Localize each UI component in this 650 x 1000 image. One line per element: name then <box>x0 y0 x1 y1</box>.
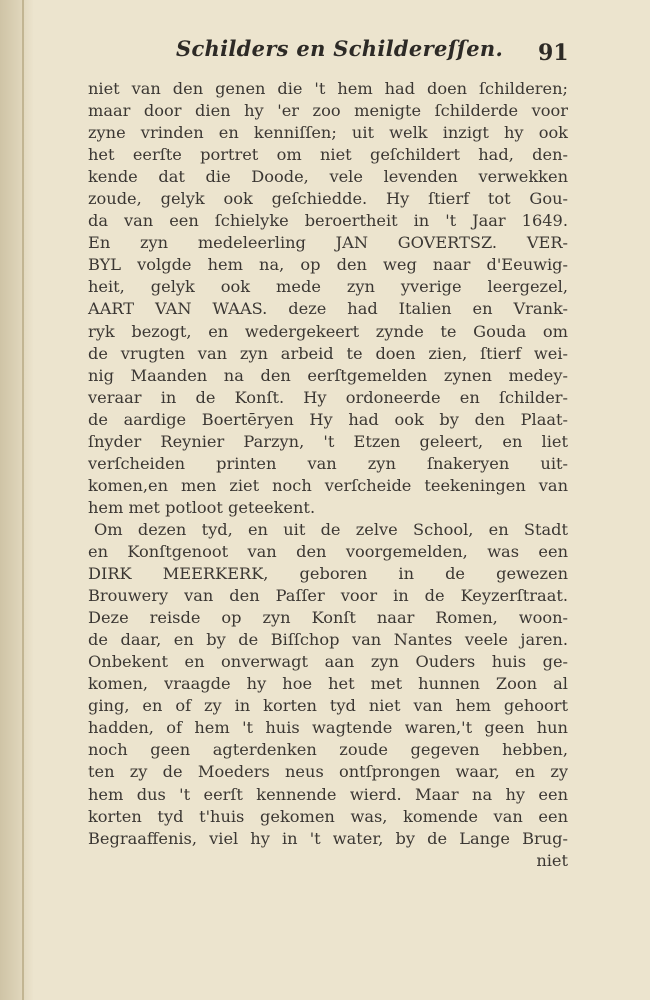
text-line: hem dus 't eerſt kennende wierd. Maar na hy een <box>88 784 568 804</box>
text-line: hem met potloot geteekent. <box>88 497 316 517</box>
text-line: Deze reisde op zyn Konſt naar Romen, woon- <box>88 608 568 628</box>
catchword: niet <box>536 850 568 870</box>
text-line: Onbekent en onverwagt aan zyn Ouders huis ge- <box>88 652 568 672</box>
page-number: 91 <box>538 40 569 66</box>
text-line: DIRK MEERKERK, geboren in de gewezen <box>88 564 568 584</box>
text-line: heit, gelyk ook mede zyn yverige leergezel, <box>88 277 568 297</box>
text-line: de vrugten van zyn arbeid te doen zien, ſtierf wei- <box>88 343 568 363</box>
text-line: ryk bezogt, en wedergekeert zynde te Gouda om <box>88 321 568 341</box>
text-line: zoude, gelyk ook geſchiedde. Hy ſtierf tot Gou- <box>88 189 568 209</box>
text-line: noch geen agterdenken zoude gegeven hebben, <box>88 740 568 760</box>
text-line: het eerſte portret om niet geſchildert had, den- <box>88 145 568 165</box>
text-line: nig Maanden na den eerſtgemelden zynen medey- <box>88 365 568 385</box>
running-title: Schilders en Schildereſſen. <box>176 36 504 61</box>
text-line: ging, en of zy in korten tyd niet van hem gehoort <box>88 696 568 716</box>
text-line: Begraaffenis, viel hy in 't water, by de Lange Brug- <box>88 828 568 848</box>
text-line: ten zy de Moeders neus ontſprongen waar, en zy <box>88 762 568 782</box>
text-line: En zyn medeleerling JAN GOVERTSZ. VER- <box>88 233 568 253</box>
text-line: Om dezen tyd, en uit de zelve School, en Stadt <box>94 519 568 539</box>
text-line: komen,en men ziet noch verſcheide teekeningen van <box>88 475 568 495</box>
text-line: AART VAN WAAS. deze had Italien en Vrank- <box>88 299 568 319</box>
text-line: en Konſtgenoot van den voorgemelden, was een <box>88 541 568 561</box>
gutter-shadow <box>0 0 34 1000</box>
text-line: ſnyder Reynier Parzyn, 't Etzen geleert, en liet <box>88 431 568 451</box>
text-line: de daar, en by de Biſſchop van Nantes veele jaren. <box>88 630 568 650</box>
text-line: niet van den genen die 't hem had doen ſchilderen; <box>88 79 568 98</box>
text-line: hadden, of hem 't huis wagtende waren,'t geen hun <box>88 718 568 738</box>
body-text <box>88 78 568 872</box>
text-line: BYL volgde hem na, op den weg naar d'Eeuwig- <box>88 255 568 275</box>
text-line: korten tyd t'huis gekomen was, komende van een <box>88 806 568 826</box>
binding-edge <box>22 0 24 1000</box>
text-line: komen, vraagde hy hoe het met hunnen Zoon al <box>88 674 568 694</box>
text-line: da van een ſchielyke beroertheit in 't Jaar 1649. <box>88 211 568 231</box>
text-line: Brouwery van den Paſſer voor in de Keyzerſtraat. <box>88 586 568 606</box>
text-line: veraar in de Konſt. Hy ordoneerde en ſchilder- <box>88 387 568 407</box>
text-line: zyne vrinden en kenniſſen; uit welk inzigt hy ook <box>88 123 568 143</box>
text-line: de aardige Boertēryen Hy had ook by den Plaat- <box>88 409 568 429</box>
text-line: kende dat die Doode, vele levenden verwekken <box>88 167 568 187</box>
text-line: maar door dien hy 'er zoo menigte ſchilderde voor <box>88 101 568 121</box>
text-line: verſcheiden printen van zyn ſnakeryen uit- <box>88 453 568 473</box>
running-head <box>0 36 650 66</box>
